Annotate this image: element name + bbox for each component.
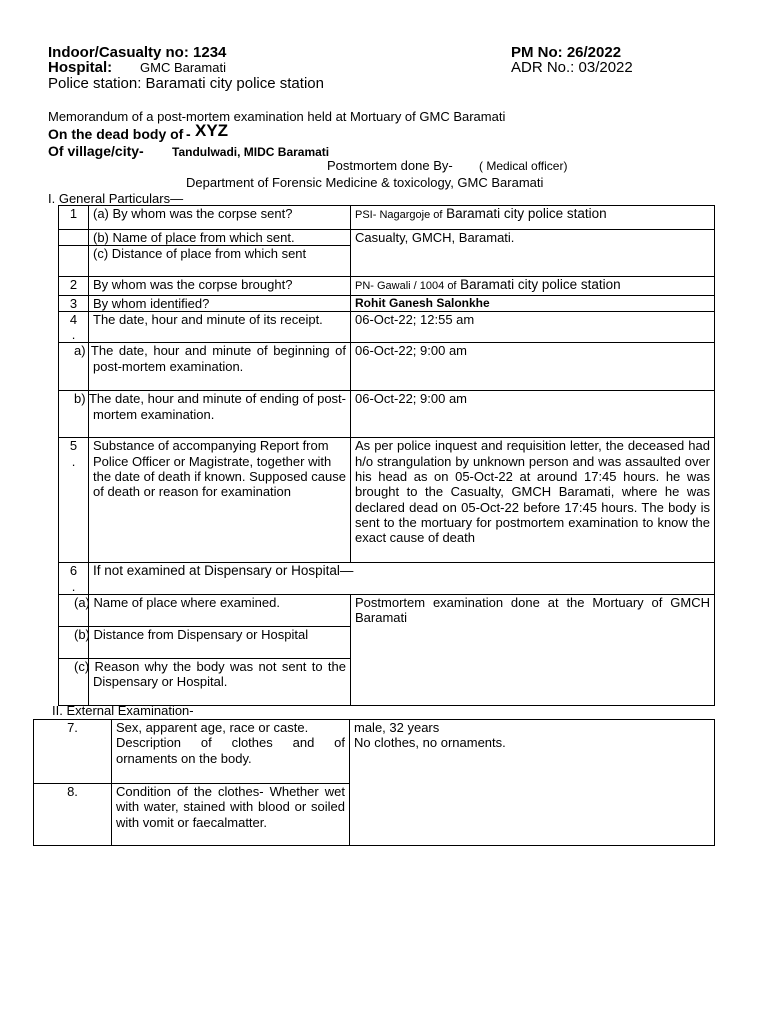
table-row: [59, 206, 715, 230]
question-cell: If not examined at Dispensary or Hospital—: [89, 563, 715, 595]
question-cell: Substance of accompanying Report from Police Officer or Magistrate, together with the date of death if known. Supposed cause of death or reason for examination: [89, 438, 351, 563]
answer-main: Baramati city police station: [446, 206, 607, 221]
answer-cell: Postmortem examination done at the Mortuary of GMCH Baramati: [351, 595, 715, 706]
question-text: Sex, apparent age, race or caste.: [116, 720, 309, 735]
dead-body-label: On the dead body of: [48, 126, 184, 142]
police-station: Police station: Baramati city police station: [48, 75, 324, 92]
row-number: 3: [59, 295, 89, 311]
row-number: 1: [59, 206, 89, 230]
question-cell: (a) By whom was the corpse sent?: [89, 206, 351, 230]
table-row: [59, 595, 715, 627]
hospital-label: Hospital:: [48, 59, 113, 76]
department: Department of Forensic Medicine & toxicology, GMC Baramati: [186, 175, 544, 190]
answer-cell: Casualty, GMCH, Baramati.: [351, 230, 715, 277]
question-cell: (a) Name of place where examined.: [89, 595, 351, 627]
question-cell: [112, 720, 350, 784]
village-label: Of village/city-: [48, 143, 144, 159]
row-number: 7.: [34, 720, 112, 784]
table-row: [59, 311, 715, 343]
village-value: Tandulwadi, MIDC Baramati: [172, 145, 330, 159]
answer-cell: [350, 720, 715, 846]
row-number: 2: [59, 277, 89, 295]
answer-cell: [351, 277, 715, 295]
question-text: Description of clothes and of ornaments on the body.: [116, 735, 345, 766]
question-cell: By whom was the corpse brought?: [89, 277, 351, 295]
table-row: [59, 391, 715, 438]
answer-cell: Rohit Ganesh Salonkhe: [351, 295, 715, 311]
external-examination-table: [33, 719, 715, 846]
question-cell: (b) Name of place from which sent.: [89, 230, 351, 246]
hospital-value: GMC Baramati: [140, 60, 226, 75]
row-number: 6 .: [59, 563, 89, 595]
section2-heading: II. External Examination-: [52, 703, 194, 718]
row-number: [59, 230, 89, 246]
section1-heading: I. General Particulars—: [48, 191, 184, 206]
question-cell: (b) Distance from Dispensary or Hospital: [89, 627, 351, 659]
row-number: 4 .: [59, 311, 89, 343]
answer-cell: 06-Oct-22; 12:55 am: [351, 311, 715, 343]
question-cell: (c) Reason why the body was not sent to the Dispensary or Hospital.: [89, 659, 351, 706]
table-row: [59, 277, 715, 295]
table-row: [59, 343, 715, 391]
pm-number: PM No: 26/2022: [511, 44, 622, 61]
general-particulars-table: [58, 205, 715, 706]
pm-done-by: Postmortem done By-: [327, 158, 453, 173]
table-row: [59, 563, 715, 595]
row-number: 8.: [34, 784, 112, 846]
question-cell: (c) Distance of place from which sent: [89, 246, 351, 277]
table-row: [59, 295, 715, 311]
answer-prefix: PSI- Nagargoje of: [355, 209, 443, 221]
row-number: [59, 246, 89, 277]
answer-main: Baramati city police station: [460, 277, 621, 293]
memo-title: Memorandum of a post-mortem examination held at Mortuary of GMC Baramati: [48, 109, 506, 124]
answer-cell: 06-Oct-22; 9:00 am: [351, 343, 715, 391]
adr-number: ADR No.: 03/2022: [511, 59, 633, 76]
answer-clothes: No clothes, no ornaments.: [354, 735, 506, 751]
table-row: [59, 438, 715, 563]
table-row: [59, 230, 715, 246]
dead-body-dash: -: [186, 126, 191, 142]
answer-cell: [351, 206, 715, 230]
question-cell: Condition of the clothes- Whether wet with water, stained with blood or soiled with vomit or faecalmatter.: [112, 784, 350, 846]
table-row: [34, 720, 715, 784]
row-number: 5 .: [59, 438, 89, 563]
dead-body-name: XYZ: [195, 121, 229, 140]
indoor-casualty-no: Indoor/Casualty no: 1234: [48, 44, 227, 61]
question-cell: b) The date, hour and minute of ending of post-mortem examination.: [89, 391, 351, 438]
question-cell: a) The date, hour and minute of beginning of post-mortem examination.: [89, 343, 351, 391]
answer-cell: As per police inquest and requisition letter, the deceased had h/o strangulation by unknown person and was assaulted over his head as on 05-Oct-22 at around 17:45 hours. he was brought to the Casualty, GMCH Baramati, where he was declared dead on 05-Oct-22 before 17:45 hours. The body is sent to the mortuary for postmortem examination to know the exact cause of death: [351, 438, 715, 563]
question-cell: By whom identified?: [89, 295, 351, 311]
answer-sex-age: male, 32 years: [354, 720, 440, 735]
answer-prefix: PN- Gawali / 1004 of: [355, 280, 457, 293]
question-cell: The date, hour and minute of its receipt.: [89, 311, 351, 343]
answer-cell: 06-Oct-22; 9:00 am: [351, 391, 715, 438]
medical-officer: ( Medical officer): [479, 159, 568, 173]
